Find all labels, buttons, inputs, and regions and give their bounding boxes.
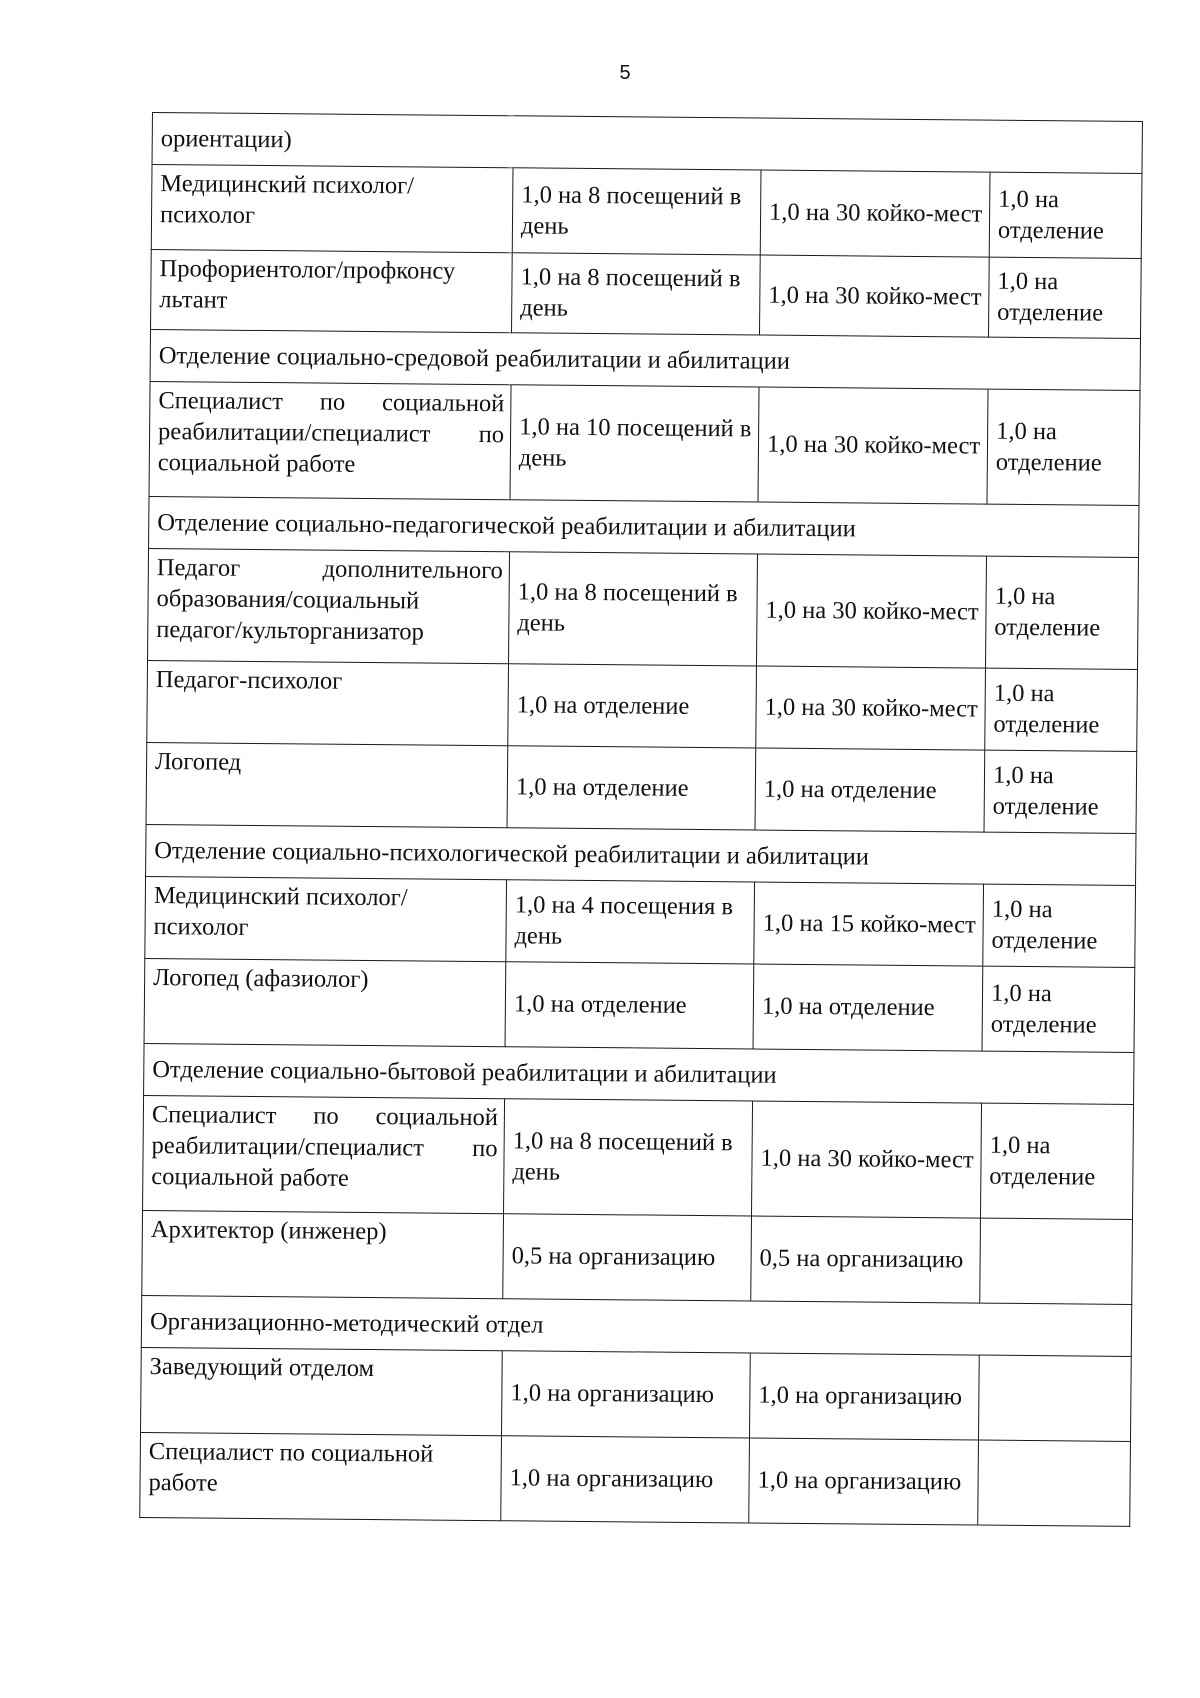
staff-position-row <box>146 742 1137 833</box>
staff-position-row <box>140 1432 1131 1526</box>
norm-per-beds-cell: 0,5 на организацию <box>751 1216 981 1303</box>
norm-per-visits-cell: 1,0 на организацию <box>501 1436 750 1523</box>
norm-per-department-cell: 1,0 на отделение <box>989 172 1142 258</box>
position-name-cell: Педагог-психолог <box>147 660 509 745</box>
norm-per-department-cell: 1,0 на отделение <box>985 556 1138 669</box>
norm-per-department-cell: 1,0 на отделение <box>983 884 1136 967</box>
norm-per-beds-cell: 1,0 на организацию <box>749 1353 979 1440</box>
page-number: 5 <box>619 62 631 84</box>
position-name-cell: Логопед (афазиолог) <box>144 958 506 1046</box>
position-name-cell: Архитектор (инженер) <box>142 1210 504 1298</box>
position-name-cell: Заведующий отделом <box>141 1347 503 1435</box>
norm-per-beds-cell: 1,0 на 15 койко-мест <box>754 882 984 966</box>
norm-per-visits-cell: 1,0 на 8 посещений в день <box>512 168 761 255</box>
section-title: Отделение социально-средовой реабилитации и абилитации <box>150 329 1140 390</box>
staffing-table-body <box>140 113 1143 1527</box>
norm-per-visits-cell: 1,0 на 8 посещений в день <box>509 552 758 666</box>
norm-per-beds-cell: 1,0 на 30 койко-мест <box>756 666 986 750</box>
position-name-cell: Логопед <box>146 742 508 827</box>
norm-per-beds-cell: 1,0 на 30 койко-мест <box>752 1101 982 1218</box>
staff-position-row <box>142 1210 1133 1304</box>
norm-per-beds-cell: 1,0 на организацию <box>749 1438 979 1525</box>
staff-position-row <box>151 249 1142 338</box>
section-title: Отделение социально-педагогической реабилитации и абилитации <box>149 496 1139 557</box>
norm-per-visits-cell: 1,0 на 8 посещений в день <box>504 1099 753 1216</box>
norm-per-visits-cell: 1,0 на 8 посещений в день <box>512 253 761 335</box>
section-title: Организационно-методический отдел <box>141 1295 1131 1356</box>
norm-per-beds-cell: 1,0 на 30 койко-мест <box>760 170 990 257</box>
section-title: Отделение социально-психологической реабилитации и абилитации <box>146 824 1136 885</box>
staff-position-row <box>143 1095 1134 1219</box>
staffing-table <box>139 112 1143 1527</box>
position-name-cell: Медицинский психолог/психолог <box>151 165 513 253</box>
staff-position-row <box>147 660 1138 751</box>
staff-position-row <box>145 876 1136 967</box>
norm-per-department-cell: 1,0 на отделение <box>985 668 1138 751</box>
norm-per-visits-cell: 1,0 на отделение <box>505 962 754 1049</box>
norm-per-department-cell: 1,0 на отделение <box>980 1103 1133 1219</box>
norm-per-beds-cell: 1,0 на 30 койко-мест <box>756 554 986 668</box>
staff-position-row <box>149 381 1140 505</box>
staff-position-row <box>144 958 1135 1052</box>
section-header-row <box>150 329 1140 390</box>
norm-per-department-cell <box>978 1440 1131 1526</box>
norm-per-visits-cell: 0,5 на организацию <box>503 1214 752 1301</box>
section-header-row <box>141 1295 1131 1356</box>
staff-position-row <box>141 1347 1132 1441</box>
norm-per-department-cell: 1,0 на отделение <box>984 750 1137 833</box>
norm-per-visits-cell: 1,0 на 4 посещения в день <box>506 880 755 964</box>
norm-per-visits-cell: 1,0 на 10 посещений в день <box>510 385 759 502</box>
norm-per-visits-cell: 1,0 на организацию <box>502 1351 751 1438</box>
section-header-row <box>152 113 1142 174</box>
norm-per-department-cell <box>978 1355 1131 1441</box>
norm-per-beds-cell: 1,0 на отделение <box>755 748 985 832</box>
norm-per-visits-cell: 1,0 на отделение <box>507 746 756 830</box>
section-header-row <box>149 496 1139 557</box>
norm-per-visits-cell: 1,0 на отделение <box>508 664 757 748</box>
section-header-row <box>144 1043 1134 1104</box>
norm-per-beds-cell: 1,0 на 30 койко-мест <box>758 387 988 504</box>
staff-position-row <box>151 165 1142 259</box>
norm-per-department-cell <box>980 1218 1133 1304</box>
position-name-cell: Специалист по социальной реабилитации/специалист по социальной работе <box>143 1095 505 1213</box>
position-name-cell: Медицинский психолог/психолог <box>145 876 507 961</box>
position-name-cell: Профориентолог/профконсу льтант <box>151 249 513 332</box>
section-header-row <box>146 824 1136 885</box>
staff-position-row <box>148 548 1139 669</box>
norm-per-department-cell: 1,0 на отделение <box>982 966 1135 1052</box>
norm-per-beds-cell: 1,0 на 30 койко-мест <box>760 255 990 337</box>
section-title: ориентации) <box>152 113 1142 174</box>
norm-per-department-cell: 1,0 на отделение <box>988 257 1141 338</box>
position-name-cell: Педагог дополнительного образования/социальный педагог/культорганизатор <box>148 548 510 663</box>
norm-per-department-cell: 1,0 на отделение <box>987 389 1140 505</box>
position-name-cell: Специалист по социальной работе <box>140 1432 502 1520</box>
staffing-table-container <box>139 112 1142 1527</box>
section-title: Отделение социально-бытовой реабилитации и абилитации <box>144 1043 1134 1104</box>
position-name-cell: Специалист по социальной реабилитации/специалист по социальной работе <box>149 381 511 499</box>
norm-per-beds-cell: 1,0 на отделение <box>753 964 983 1051</box>
